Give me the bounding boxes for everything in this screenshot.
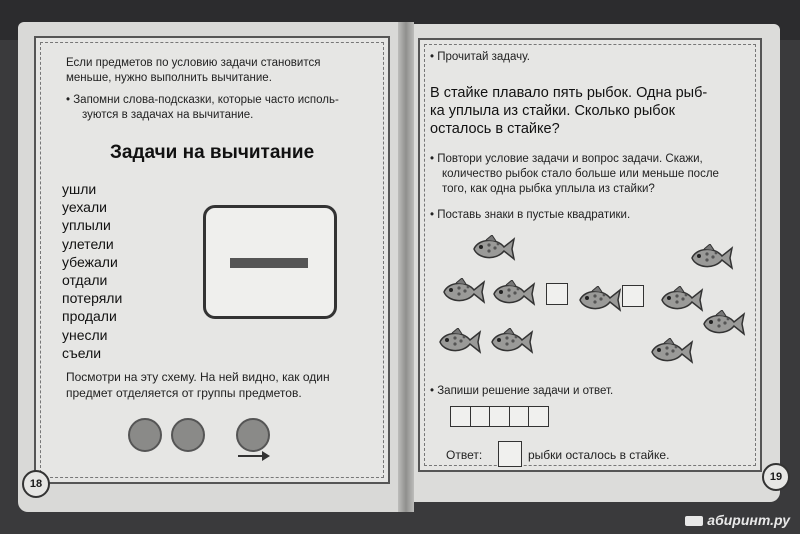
read-task-instruction: • Прочитай задачу. — [430, 51, 530, 63]
hint-text-line1: • Запомни слова-подсказки, которые часто исполь- — [66, 94, 339, 106]
answer-suffix: рыбки осталось в стайке. — [528, 448, 670, 462]
fish-icon — [576, 286, 622, 314]
fish-icon — [436, 328, 482, 356]
repeat-instruction-line3: того, как одна рыбка уплыла из стайки? — [442, 183, 655, 195]
watermark-text: абиринт.ру — [707, 512, 790, 528]
fish-icon — [470, 235, 516, 263]
watermark — [685, 512, 790, 528]
keyword: ушли — [62, 181, 97, 197]
keyword-list — [62, 180, 122, 362]
keyword: съели — [62, 344, 102, 361]
page-number-right: 19 — [762, 463, 790, 491]
solution-cell[interactable] — [509, 406, 530, 427]
sign-box[interactable] — [546, 283, 568, 305]
minus-sign-card — [203, 205, 337, 319]
write-instruction: • Запиши решение задачи и ответ. — [430, 385, 614, 397]
keyword: уехали — [62, 199, 107, 216]
answer-box[interactable] — [498, 441, 522, 467]
minus-icon — [230, 258, 308, 268]
fish-icon — [440, 278, 486, 306]
circle-icon — [171, 418, 205, 452]
fish-icon — [490, 280, 536, 308]
arrow-right-icon — [238, 455, 268, 457]
fish-icon — [488, 328, 534, 356]
fish-icon — [700, 310, 746, 338]
book-gutter — [398, 22, 414, 512]
hint-text-line2: зуются в задачах на вычитание. — [82, 109, 254, 121]
keyword: продали — [62, 308, 117, 325]
repeat-instruction-line1: • Повтори условие задачи и вопрос задачи. Скажи, — [430, 153, 703, 165]
task-line: В стайке плавало пять рыбок. Одна рыб- — [430, 85, 708, 101]
section-title: Задачи на вычитание — [110, 142, 315, 163]
keyword: отдали — [62, 272, 108, 289]
task-text — [430, 84, 740, 138]
solution-cells — [450, 406, 548, 427]
fish-icon — [688, 244, 734, 272]
keyword: улетели — [62, 235, 114, 252]
scheme-text-line2: предмет отделяется от группы предметов. — [66, 386, 302, 400]
task-line: ка уплыла из стайки. Сколько рыбок — [430, 103, 675, 119]
circle-icon — [128, 418, 162, 452]
sign-box[interactable] — [622, 285, 644, 307]
signs-instruction: • Поставь знаки в пустые квадратики. — [430, 209, 631, 221]
keyword: убежали — [62, 253, 118, 270]
keyword: унесли — [62, 326, 108, 343]
fish-icon — [658, 286, 704, 314]
intro-text-line1: Если предметов по условию задачи становится — [66, 57, 321, 69]
solution-cell[interactable] — [528, 406, 549, 427]
solution-cell[interactable] — [450, 406, 471, 427]
logo-icon — [685, 516, 703, 526]
task-line: осталось в стайке? — [430, 121, 560, 137]
answer-label: Ответ: — [446, 448, 483, 462]
solution-cell[interactable] — [489, 406, 510, 427]
intro-text-line2: меньше, нужно выполнить вычитание. — [66, 72, 272, 84]
solution-cell[interactable] — [470, 406, 491, 427]
circle-icon — [236, 418, 270, 452]
repeat-instruction-line2: количество рыбок стало больше или меньше после — [442, 168, 719, 180]
keyword: потеряли — [62, 290, 123, 307]
scheme-text-line1: Посмотри на эту схему. На ней видно, как один — [66, 370, 330, 384]
keyword: уплыли — [62, 217, 111, 234]
fish-icon — [648, 338, 694, 366]
page-number-left: 18 — [22, 470, 50, 498]
